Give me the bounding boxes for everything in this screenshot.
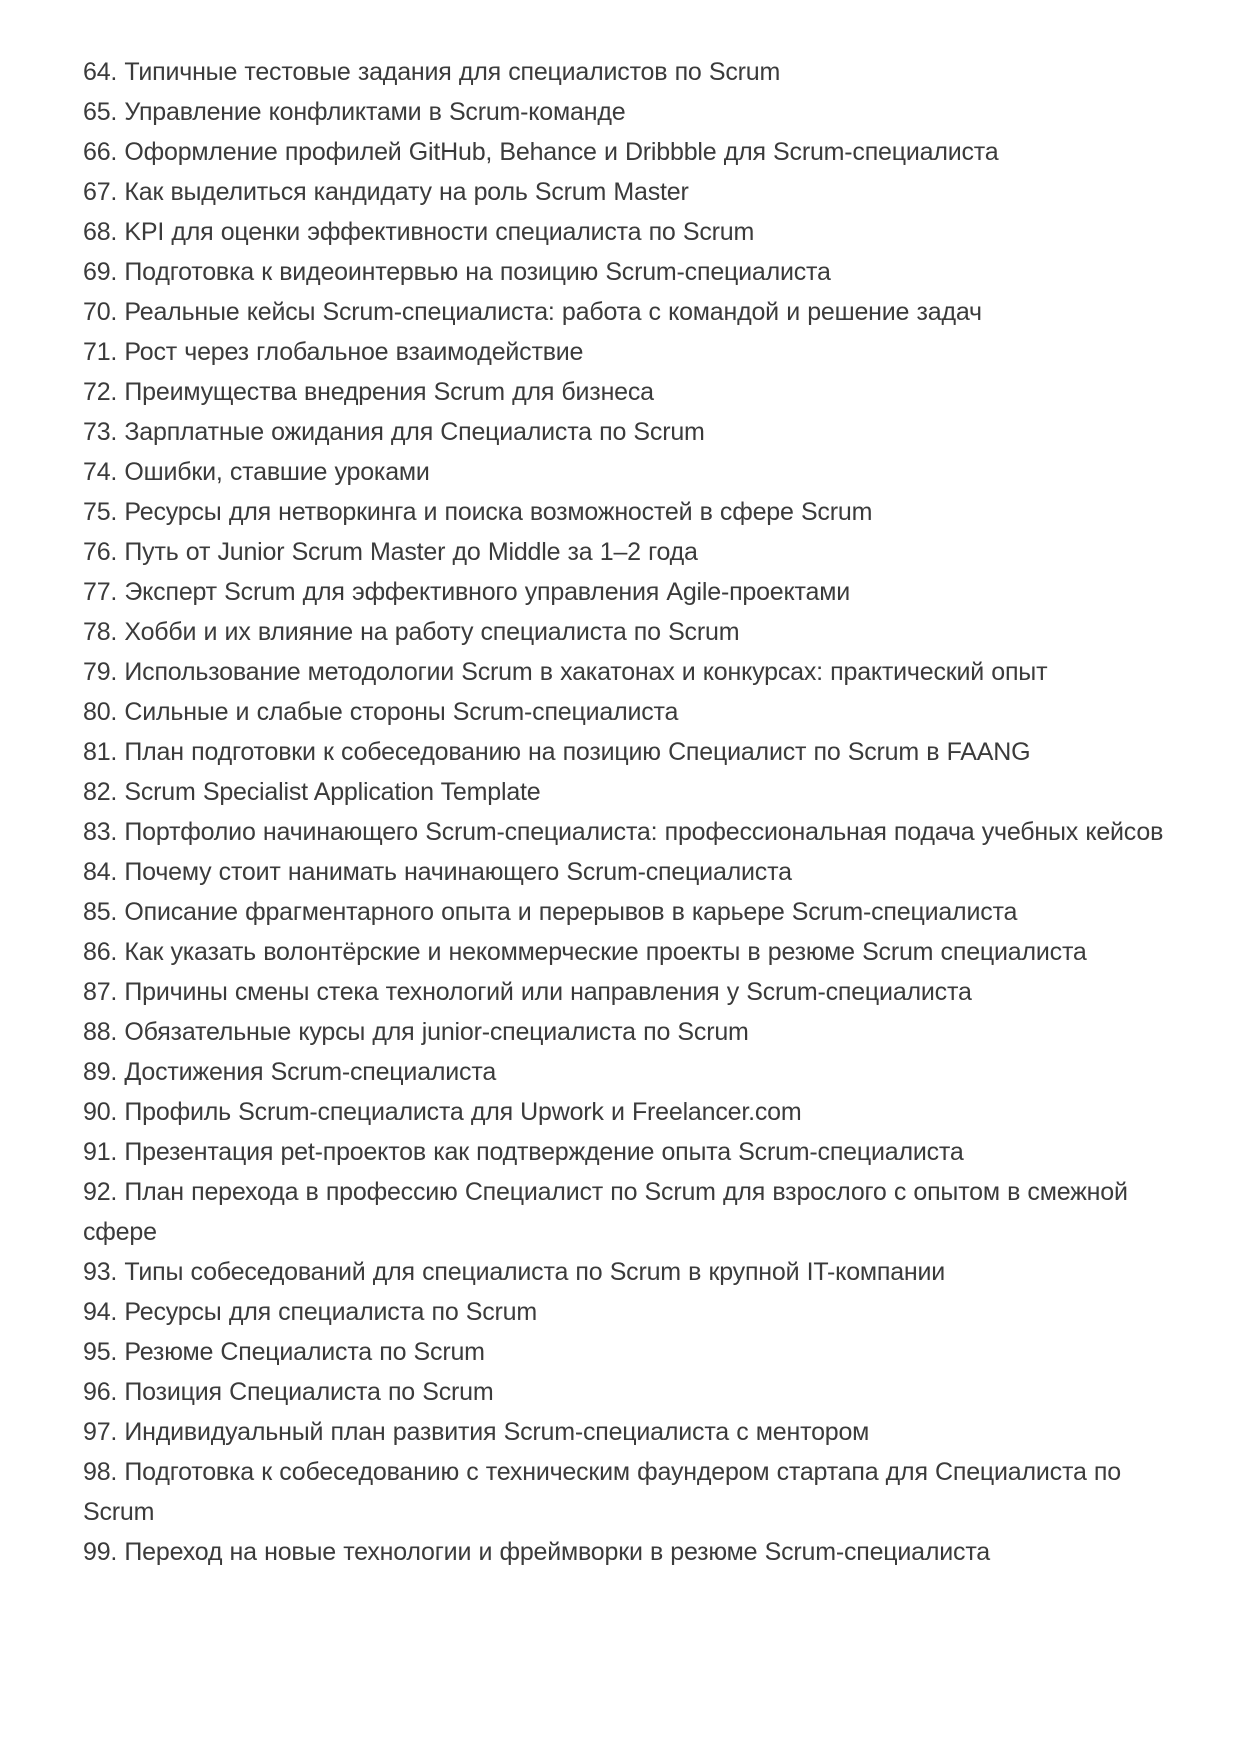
list-item: 88. Обязательные курсы для junior-специалиста по Scrum bbox=[83, 1018, 749, 1046]
numbered-list bbox=[83, 52, 1169, 1572]
list-item: 92. План перехода в профессию Специалист по Scrum для взрослого с опытом в смежной сфере bbox=[83, 1178, 1128, 1246]
list-item: 81. План подготовки к собеседованию на позицию Специалист по Scrum в FAANG bbox=[83, 738, 1031, 766]
list-item: 67. Как выделиться кандидату на роль Scrum Master bbox=[83, 178, 689, 206]
list-item: 82. Scrum Specialist Application Template bbox=[83, 778, 541, 806]
list-item: 73. Зарплатные ожидания для Специалиста по Scrum bbox=[83, 418, 705, 446]
list-item: 80. Сильные и слабые стороны Scrum-специалиста bbox=[83, 698, 679, 726]
list-item: 89. Достижения Scrum-специалиста bbox=[83, 1058, 497, 1086]
list-item: 95. Резюме Специалиста по Scrum bbox=[83, 1338, 485, 1366]
list-item: 90. Профиль Scrum-специалиста для Upwork и Freelancer.com bbox=[83, 1098, 802, 1126]
list-item: 93. Типы собеседований для специалиста по Scrum в крупной IT-компании bbox=[83, 1258, 946, 1286]
list-item: 64. Типичные тестовые задания для специалистов по Scrum bbox=[83, 58, 781, 86]
list-item: 84. Почему стоит нанимать начинающего Scrum-специалиста bbox=[83, 858, 792, 886]
list-item: 68. KPI для оценки эффективности специалиста по Scrum bbox=[83, 218, 755, 246]
list-item: 70. Реальные кейсы Scrum-специалиста: работа с командой и решение задач bbox=[83, 298, 982, 326]
list-item: 96. Позиция Специалиста по Scrum bbox=[83, 1378, 494, 1406]
list-item: 75. Ресурсы для нетворкинга и поиска возможностей в сфере Scrum bbox=[83, 498, 873, 526]
list-item: 72. Преимущества внедрения Scrum для бизнеса bbox=[83, 378, 654, 406]
list-item: 91. Презентация pet-проектов как подтверждение опыта Scrum-специалиста bbox=[83, 1138, 964, 1166]
list-item: 86. Как указать волонтёрские и некоммерческие проекты в резюме Scrum специалиста bbox=[83, 938, 1087, 966]
list-item: 98. Подготовка к собеседованию с техническим фаундером стартапа для Специалиста по Scrum bbox=[83, 1458, 1121, 1526]
list-item: 66. Оформление профилей GitHub, Behance и Dribbble для Scrum-специалиста bbox=[83, 138, 999, 166]
list-item: 74. Ошибки, ставшие уроками bbox=[83, 458, 430, 486]
list-item: 97. Индивидуальный план развития Scrum-специалиста с ментором bbox=[83, 1418, 870, 1446]
list-item: 94. Ресурсы для специалиста по Scrum bbox=[83, 1298, 537, 1326]
list-item: 83. Портфолио начинающего Scrum-специалиста: профессиональная подача учебных кейсов bbox=[83, 818, 1164, 846]
list-item: 77. Эксперт Scrum для эффективного управления Agile-проектами bbox=[83, 578, 850, 606]
list-item: 65. Управление конфликтами в Scrum-команде bbox=[83, 98, 626, 126]
list-item: 69. Подготовка к видеоинтервью на позицию Scrum-специалиста bbox=[83, 258, 831, 286]
list-item: 78. Хобби и их влияние на работу специалиста по Scrum bbox=[83, 618, 740, 646]
list-item: 85. Описание фрагментарного опыта и перерывов в карьере Scrum-специалиста bbox=[83, 898, 1018, 926]
list-item: 71. Рост через глобальное взаимодействие bbox=[83, 338, 584, 366]
list-item: 99. Переход на новые технологии и фреймворки в резюме Scrum-специалиста bbox=[83, 1538, 991, 1566]
list-item: 79. Использование методологии Scrum в хакатонах и конкурсах: практический опыт bbox=[83, 658, 1048, 686]
list-item: 76. Путь от Junior Scrum Master до Middle за 1–2 года bbox=[83, 538, 698, 566]
list-item: 87. Причины смены стека технологий или направления у Scrum-специалиста bbox=[83, 978, 972, 1006]
